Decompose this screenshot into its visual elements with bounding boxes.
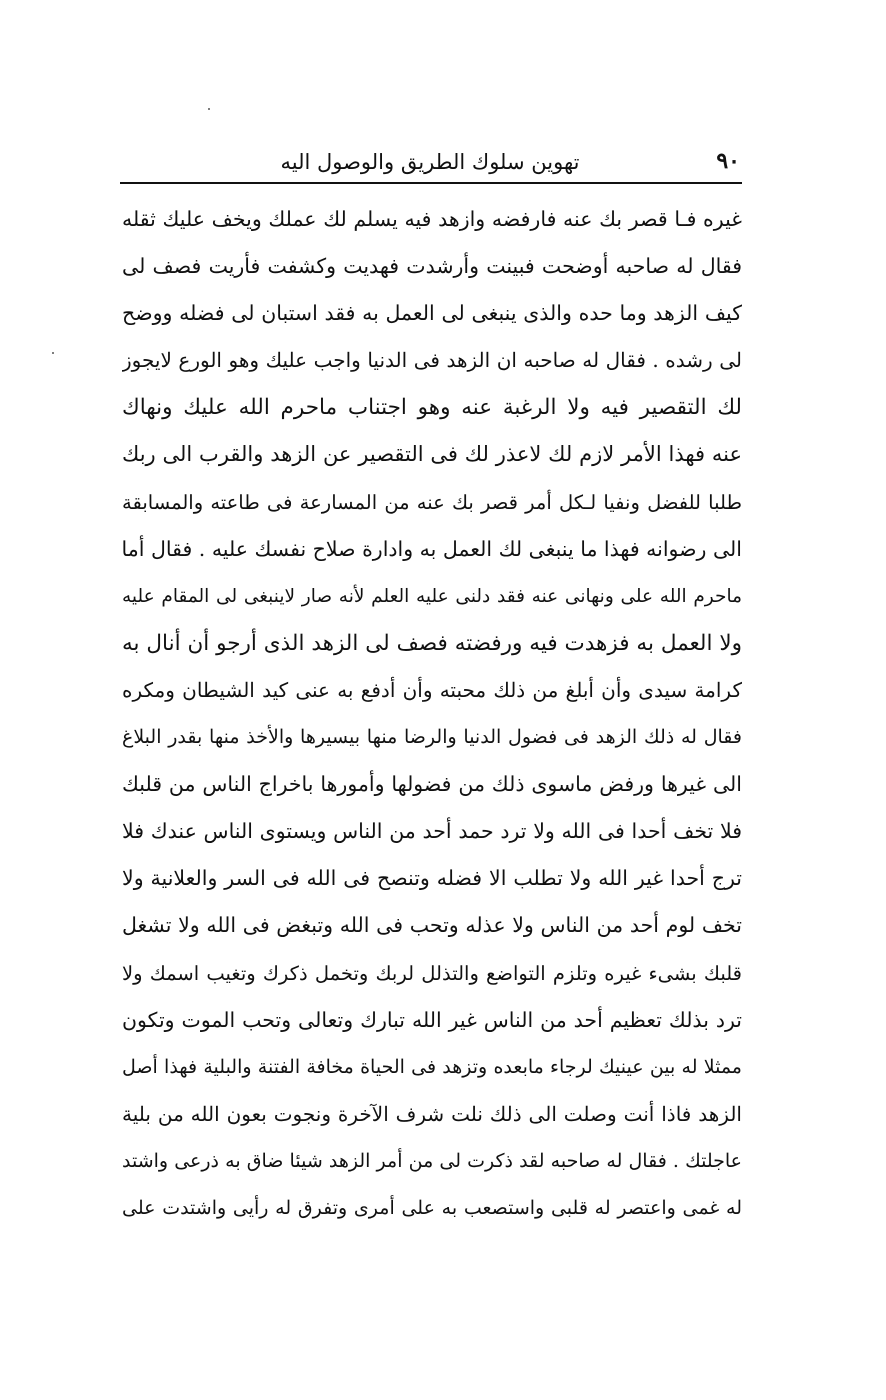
text-line: لى رشده . فقال له صاحبه ان الزهد فى الدنيا واجب عليك وهو الورع لايجوز <box>122 348 742 373</box>
scan-speck <box>208 108 210 110</box>
text-line: تخف لوم أحد من الناس ولا عذله وتحب فى الله وتبغض فى الله ولا تشغل <box>122 913 742 938</box>
text-line: قلبك بشىء غيره وتلزم التواضع والتذلل لربك وتخمل ذكرك وتغيب اسمك ولا <box>122 961 742 985</box>
text-line: فلا تخف أحدا فى الله ولا ترد حمد أحد من الناس ويستوى الناس عندك فلا <box>122 819 742 844</box>
text-line: غيره فـا قصر بك عنه فارفضه وازهد فيه يسلم لك عملك ويخف عليك ثقله <box>122 207 742 231</box>
text-line: له غمى واعتصر له قلبى واستصعب به على أمرى وتفرق له رأيى واشتدت على <box>122 1196 742 1219</box>
text-line: فقال له ذلك الزهد فى فضول الدنيا والرضا منها بيسيرها والأخذ منها بقدر البلاغ <box>122 726 742 749</box>
text-line: ممثلا له بين عينيك لرجاء مابعده وتزهد فى الحياة مخافة الفتنة والبلية فهذا أصل <box>122 1055 742 1078</box>
text-line: الزهد فاذا أنت وصلت الى ذلك نلت شرف الآخرة ونجوت بعون الله من بلية <box>122 1101 742 1126</box>
text-line: عاجلتك . فقال له صاحبه لقد ذكرت لى من أمر الزهد شيئا ضاق به ذرعى واشتد <box>122 1149 742 1172</box>
text-line: طلبا للفضل ونفيا لـكل أمر قصر بك عنه من المسارعة فى طاعته والمسابقة <box>122 490 742 514</box>
text-line: الى رضوانه فهذا ما ينبغى لك العمل به وادارة صلاح نفسك عليه . فقال أما <box>122 536 742 561</box>
header-divider <box>120 182 742 184</box>
text-line: عنه فهذا الأمر لازم لك لاعذر لك فى التقصير عن الزهد والقرب الى ربك <box>122 442 742 467</box>
text-line: كرامة سيدى وأن أبلغ من ذلك محبته وأن أدفع به عنى كيد الشيطان ومكره <box>122 677 742 702</box>
scan-speck <box>52 352 54 354</box>
text-line: ترد بذلك تعظيم أحد من الناس غير الله تبارك وتعالى وتحب الموت وتكون <box>122 1007 742 1032</box>
text-line: فقال له صاحبه أوضحت فبينت وأرشدت فهديت وكشفت فأريت فصف لى <box>122 254 742 279</box>
text-line: الى غيرها ورفض ماسوى ذلك من فضولها وأمورها باخراج الناس من قلبك <box>122 772 742 797</box>
text-line: ولا العمل به فزهدت فيه ورفضته فصف لى الزهد الذى أرجو أن أنال به <box>122 630 742 656</box>
text-line: ماحرم الله على ونهانى عنه فقد دلنى عليه العلم لأنه صار لاينبغى لى المقام عليه <box>122 585 742 607</box>
page-number: ٩٠ <box>716 148 740 174</box>
body-text <box>122 196 742 1232</box>
text-line: كيف الزهد وما حده والذى ينبغى لى العمل به فقد استبان لى فضله ووضح <box>122 301 742 326</box>
running-header <box>120 140 740 180</box>
text-line: لك التقصير فيه ولا الرغبة عنه وهو اجتناب ماحرم الله عليك ونهاك <box>122 395 742 421</box>
text-line: ترج أحدا غير الله ولا تطلب الا فضله وتنصح فى الله فى السر والعلانية ولا <box>122 866 742 891</box>
running-title: تهوين سلوك الطريق والوصول اليه <box>280 150 580 174</box>
